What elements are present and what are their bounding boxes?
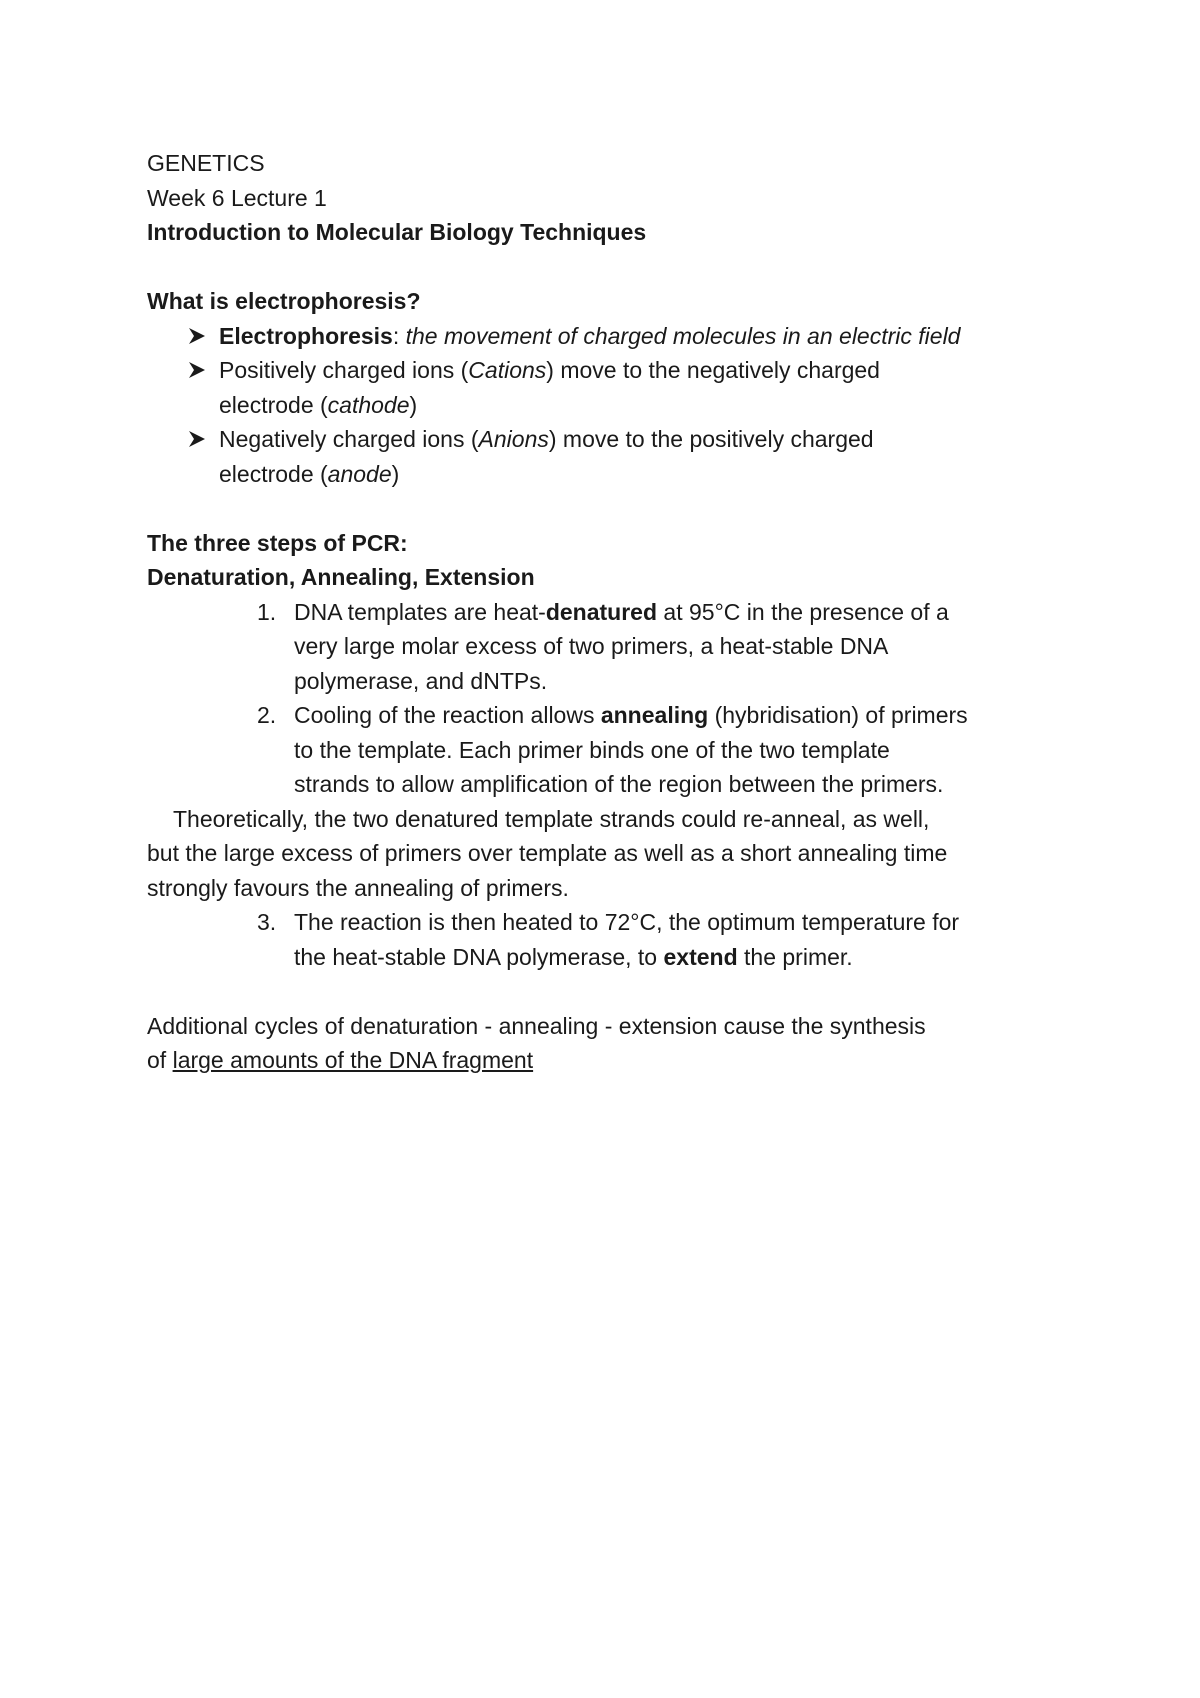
step-number: 2. (257, 702, 277, 728)
spacer (147, 974, 1077, 1009)
anode-term: anode (327, 460, 392, 487)
cations-text-f: ) (409, 391, 418, 418)
closing-paragraph (147, 1009, 1077, 1078)
bullet-item-definition (147, 319, 1077, 354)
definition-text: the movement of charged molecules in an electric field (405, 322, 961, 349)
subject-label: GENETICS (147, 150, 265, 176)
step1-text-a: DNA templates are heat- (294, 598, 546, 625)
step2-line2: to the template. Each primer binds one of the two template (294, 736, 890, 763)
cathode-term: cathode (327, 391, 410, 418)
step3-line1: The reaction is then heated to 72°C, the optimum temperature for (294, 909, 960, 935)
note-line1: Theoretically, the two denatured template strands could re-anneal, as well, (173, 805, 930, 832)
anions-text-d: electrode ( (219, 460, 328, 487)
pcr-step-1 (147, 595, 1077, 699)
document-body (147, 146, 1077, 1078)
pcr-note-paragraph (147, 802, 1077, 906)
anions-term: Anions (478, 426, 549, 452)
arrowhead-bullet-icon (187, 422, 211, 457)
step1-text-c: at 95°C in the presence of a (657, 598, 949, 625)
week-label: Week 6 Lecture 1 (147, 184, 327, 211)
step3-text-a: the heat-stable DNA polymerase, to (294, 943, 664, 970)
pcr-step-2 (147, 698, 1077, 802)
bullet-item-anions (147, 422, 1077, 491)
step2-keyword: annealing (600, 702, 709, 728)
pcr-heading: The three steps of PCR: (147, 529, 408, 556)
step1-line2: very large molar excess of two primers, a heat-stable DNA (294, 633, 889, 659)
document-title: Introduction to Molecular Biology Techniques (147, 219, 647, 245)
step1-line3: polymerase, and dNTPs. (294, 667, 548, 694)
step-number: 3. (257, 909, 277, 935)
step1-keyword: denatured (545, 598, 658, 625)
bullet-item-cations (147, 353, 1077, 422)
spacer (147, 250, 1077, 285)
step2-text-a: Cooling of the reaction allows (294, 702, 601, 728)
anions-text-a: Negatively charged ions ( (219, 426, 479, 452)
closing-prefix: of (147, 1047, 173, 1073)
step2-text-c: (hybridisation) of primers (708, 702, 968, 728)
note-line2: but the large excess of primers over template as well as a short annealing time (147, 840, 948, 866)
cations-term: Cations (468, 357, 547, 383)
anions-text-f: ) (391, 460, 400, 487)
pcr-subheading: Denaturation, Annealing, Extension (147, 564, 535, 590)
step2-line3: strands to allow amplification of the region between the primers. (294, 771, 944, 797)
step3-keyword: extend (663, 943, 738, 970)
electrophoresis-heading: What is electrophoresis? (147, 288, 421, 314)
cations-text-c: ) move to the negatively charged (546, 357, 880, 383)
closing-line1: Additional cycles of denaturation - annealing - extension cause the synthesis (147, 1012, 926, 1039)
colon-text: : (392, 322, 406, 349)
spacer (147, 491, 1077, 526)
anions-text-c: ) move to the positively charged (548, 426, 874, 452)
arrowhead-bullet-icon (187, 353, 211, 388)
arrowhead-bullet-icon (187, 319, 211, 354)
term-electrophoresis: Electrophoresis (219, 322, 393, 349)
pcr-step-3 (147, 905, 1077, 974)
cations-text-a: Positively charged ions ( (219, 357, 469, 383)
note-line3: strongly favours the annealing of primers. (147, 874, 569, 901)
closing-underlined-text: large amounts of the DNA fragment (172, 1047, 534, 1073)
cations-text-d: electrode ( (219, 391, 328, 418)
step-number: 1. (257, 598, 277, 625)
step3-text-c: the primer. (737, 943, 853, 970)
